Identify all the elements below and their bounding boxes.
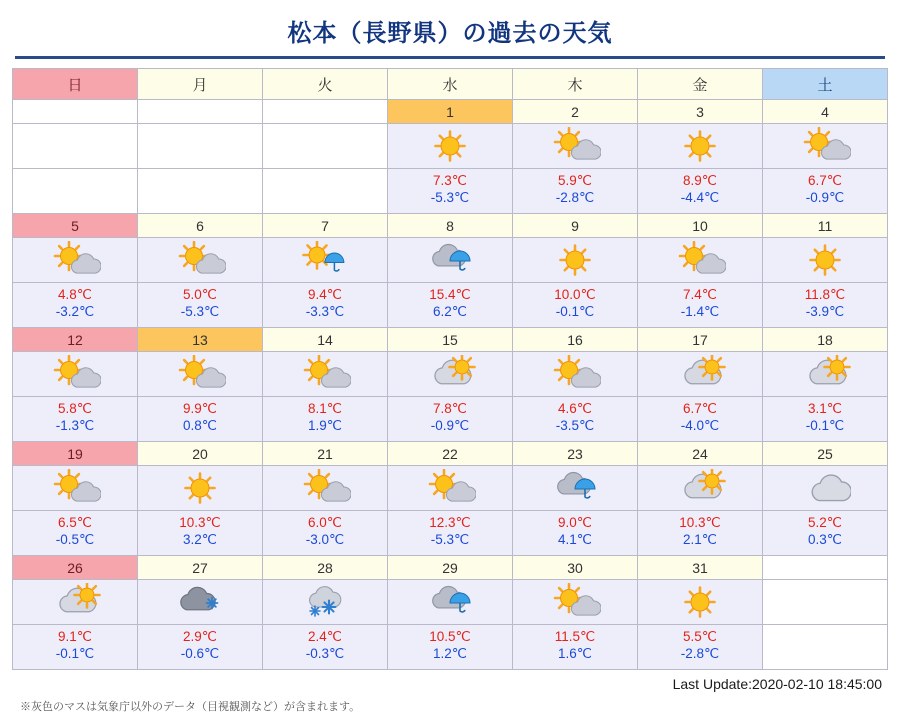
empty-day-cell <box>138 100 263 124</box>
weekday-header-6: 土 <box>763 69 888 100</box>
weather-icon-cloudy-sunny <box>674 355 726 393</box>
day-temps-4 <box>763 169 888 214</box>
day-cell-31[interactable]: 31 <box>638 556 763 580</box>
day-weather-23 <box>513 466 638 511</box>
day-cell-30[interactable]: 30 <box>513 556 638 580</box>
weekday-header-2: 火 <box>263 69 388 100</box>
weather-icon-sunny-cloudy <box>549 583 601 621</box>
empty-icon-cell <box>263 124 388 169</box>
day-cell-4[interactable]: 4 <box>763 100 888 124</box>
day-weather-21 <box>263 466 388 511</box>
max-temp: 5.8℃ <box>58 401 92 417</box>
day-cell-3[interactable]: 3 <box>638 100 763 124</box>
weather-icon-row <box>13 352 888 397</box>
weekday-header-1: 月 <box>138 69 263 100</box>
min-temp: -0.1℃ <box>805 418 845 433</box>
min-temp: -0.1℃ <box>55 646 95 661</box>
min-temp: -4.0℃ <box>680 418 720 433</box>
empty-day-cell <box>13 100 138 124</box>
temperature-row <box>13 511 888 556</box>
day-number-row <box>13 214 888 238</box>
max-temp: 6.0℃ <box>308 515 342 531</box>
day-cell-21[interactable]: 21 <box>263 442 388 466</box>
day-weather-26 <box>13 580 138 625</box>
day-temps-31 <box>638 625 763 670</box>
day-cell-11[interactable]: 11 <box>763 214 888 238</box>
weather-icon-sunny-cloudy <box>299 355 351 393</box>
day-temps-22 <box>388 511 513 556</box>
min-temp: 4.1℃ <box>558 532 592 547</box>
weather-icon-sunny-cloudy <box>174 241 226 279</box>
empty-icon-cell <box>138 124 263 169</box>
day-weather-15 <box>388 352 513 397</box>
weekday-header-5: 金 <box>638 69 763 100</box>
day-temps-13 <box>138 397 263 442</box>
day-weather-31 <box>638 580 763 625</box>
day-cell-26[interactable]: 26 <box>13 556 138 580</box>
min-temp: 1.2℃ <box>433 646 467 661</box>
empty-day-cell <box>763 556 888 580</box>
day-temps-21 <box>263 511 388 556</box>
weather-icon-row <box>13 466 888 511</box>
day-weather-7 <box>263 238 388 283</box>
day-weather-16 <box>513 352 638 397</box>
min-temp: -1.3℃ <box>55 418 95 433</box>
day-cell-25[interactable]: 25 <box>763 442 888 466</box>
day-temps-11 <box>763 283 888 328</box>
day-cell-1[interactable]: 1 <box>388 100 513 124</box>
max-temp: 6.7℃ <box>808 173 842 189</box>
day-cell-9[interactable]: 9 <box>513 214 638 238</box>
weekday-header-0: 日 <box>13 69 138 100</box>
max-temp: 15.4℃ <box>429 287 471 303</box>
day-cell-18[interactable]: 18 <box>763 328 888 352</box>
footnote: ※灰色のマスは気象庁以外のデータ（目視観測など）が含まれます。 <box>20 701 361 713</box>
empty-temp-cell <box>138 169 263 214</box>
weather-icon-cloudy-snow <box>174 583 226 621</box>
day-weather-14 <box>263 352 388 397</box>
day-weather-24 <box>638 466 763 511</box>
day-weather-2 <box>513 124 638 169</box>
max-temp: 10.3℃ <box>679 515 721 531</box>
day-cell-2[interactable]: 2 <box>513 100 638 124</box>
page-header <box>15 0 885 59</box>
day-temps-10 <box>638 283 763 328</box>
day-weather-1 <box>388 124 513 169</box>
min-temp: -2.8℃ <box>680 646 720 661</box>
weather-icon-sunny <box>799 241 851 279</box>
max-temp: 5.0℃ <box>183 287 217 303</box>
min-temp: -3.5℃ <box>555 418 595 433</box>
weather-icon-rain-cloudy <box>424 583 476 621</box>
min-temp: -5.3℃ <box>180 304 220 319</box>
day-temps-20 <box>138 511 263 556</box>
day-cell-5[interactable]: 5 <box>13 214 138 238</box>
day-temps-23 <box>513 511 638 556</box>
weekday-header-3: 水 <box>388 69 513 100</box>
day-temps-18 <box>763 397 888 442</box>
day-weather-28 <box>263 580 388 625</box>
day-temps-2 <box>513 169 638 214</box>
max-temp: 5.9℃ <box>558 173 592 189</box>
calendar-table <box>12 68 888 670</box>
day-cell-28[interactable]: 28 <box>263 556 388 580</box>
weather-icon-sunny-cloudy <box>799 127 851 165</box>
temperature-row <box>13 169 888 214</box>
day-temps-15 <box>388 397 513 442</box>
day-cell-29[interactable]: 29 <box>388 556 513 580</box>
min-temp: 1.6℃ <box>558 646 592 661</box>
day-temps-8 <box>388 283 513 328</box>
day-temps-3 <box>638 169 763 214</box>
day-temps-28 <box>263 625 388 670</box>
day-cell-17[interactable]: 17 <box>638 328 763 352</box>
day-weather-8 <box>388 238 513 283</box>
day-cell-8[interactable]: 8 <box>388 214 513 238</box>
empty-temp-cell <box>263 169 388 214</box>
day-cell-23[interactable]: 23 <box>513 442 638 466</box>
max-temp: 9.1℃ <box>58 629 92 645</box>
day-number-row <box>13 442 888 466</box>
day-temps-27 <box>138 625 263 670</box>
max-temp: 9.4℃ <box>308 287 342 303</box>
max-temp: 10.3℃ <box>179 515 221 531</box>
max-temp: 2.9℃ <box>183 629 217 645</box>
day-temps-9 <box>513 283 638 328</box>
page-title: 松本（長野県）の過去の天気 <box>287 20 613 47</box>
day-weather-27 <box>138 580 263 625</box>
day-temps-16 <box>513 397 638 442</box>
min-temp: -3.2℃ <box>55 304 95 319</box>
min-temp: 6.2℃ <box>433 304 467 319</box>
day-temps-7 <box>263 283 388 328</box>
day-weather-17 <box>638 352 763 397</box>
max-temp: 7.3℃ <box>433 173 467 189</box>
day-cell-20[interactable]: 20 <box>138 442 263 466</box>
day-number-row <box>13 556 888 580</box>
day-cell-16[interactable]: 16 <box>513 328 638 352</box>
empty-icon-cell <box>763 580 888 625</box>
weather-icon-sunny-cloudy <box>299 469 351 507</box>
temperature-row <box>13 283 888 328</box>
min-temp: -3.3℃ <box>305 304 345 319</box>
max-temp: 3.1℃ <box>808 401 842 417</box>
empty-icon-cell <box>13 124 138 169</box>
weather-icon-sunny-cloudy <box>424 469 476 507</box>
day-temps-25 <box>763 511 888 556</box>
day-temps-24 <box>638 511 763 556</box>
empty-day-cell <box>263 100 388 124</box>
min-temp: 2.1℃ <box>683 532 717 547</box>
weather-icon-sunny-cloudy <box>49 241 101 279</box>
day-temps-19 <box>13 511 138 556</box>
weather-icon-sunny-cloudy <box>549 355 601 393</box>
max-temp: 10.0℃ <box>554 287 596 303</box>
max-temp: 7.4℃ <box>683 287 717 303</box>
max-temp: 8.9℃ <box>683 173 717 189</box>
day-cell-24[interactable]: 24 <box>638 442 763 466</box>
min-temp: -0.5℃ <box>55 532 95 547</box>
max-temp: 11.5℃ <box>554 629 596 645</box>
min-temp: -0.9℃ <box>430 418 470 433</box>
weekday-header-4: 木 <box>513 69 638 100</box>
day-temps-17 <box>638 397 763 442</box>
max-temp: 11.8℃ <box>804 287 846 303</box>
day-temps-5 <box>13 283 138 328</box>
day-temps-29 <box>388 625 513 670</box>
min-temp: -0.9℃ <box>805 190 845 205</box>
weather-icon-sunny <box>674 127 726 165</box>
day-cell-13[interactable]: 13 <box>138 328 263 352</box>
day-cell-15[interactable]: 15 <box>388 328 513 352</box>
weather-icon-sunny-rain <box>299 241 351 279</box>
max-temp: 2.4℃ <box>308 629 342 645</box>
min-temp: -5.3℃ <box>430 532 470 547</box>
weather-icon-rain <box>424 241 476 279</box>
day-temps-14 <box>263 397 388 442</box>
min-temp: -0.6℃ <box>180 646 220 661</box>
max-temp: 7.8℃ <box>433 401 467 417</box>
max-temp: 9.0℃ <box>558 515 592 531</box>
day-weather-19 <box>13 466 138 511</box>
weather-icon-cloudy <box>799 469 851 507</box>
weather-icon-sunny <box>549 241 601 279</box>
max-temp: 10.5℃ <box>429 629 471 645</box>
max-temp: 5.5℃ <box>683 629 717 645</box>
weather-icon-cloudy-sunny <box>799 355 851 393</box>
day-weather-12 <box>13 352 138 397</box>
day-weather-18 <box>763 352 888 397</box>
day-weather-4 <box>763 124 888 169</box>
max-temp: 5.2℃ <box>808 515 842 531</box>
weekday-header-row <box>13 69 888 100</box>
day-cell-10[interactable]: 10 <box>638 214 763 238</box>
weather-icon-sunny-cloudy <box>49 355 101 393</box>
weather-icon-rain <box>549 469 601 507</box>
max-temp: 9.9℃ <box>183 401 217 417</box>
weather-icon-cloudy-sunny <box>49 583 101 621</box>
weather-icon-sunny-cloudy <box>49 469 101 507</box>
day-cell-6[interactable]: 6 <box>138 214 263 238</box>
weather-icon-sunny <box>424 127 476 165</box>
weather-icon-sunny-cloudy <box>674 241 726 279</box>
max-temp: 6.7℃ <box>683 401 717 417</box>
day-cell-27[interactable]: 27 <box>138 556 263 580</box>
min-temp: -4.4℃ <box>680 190 720 205</box>
day-weather-11 <box>763 238 888 283</box>
min-temp: 3.2℃ <box>183 532 217 547</box>
max-temp: 12.3℃ <box>429 515 471 531</box>
min-temp: -5.3℃ <box>430 190 470 205</box>
temperature-row <box>13 397 888 442</box>
day-cell-12[interactable]: 12 <box>13 328 138 352</box>
day-cell-14[interactable]: 14 <box>263 328 388 352</box>
day-weather-22 <box>388 466 513 511</box>
day-cell-19[interactable]: 19 <box>13 442 138 466</box>
min-temp: 0.3℃ <box>808 532 842 547</box>
weather-icon-sunny <box>674 583 726 621</box>
day-temps-12 <box>13 397 138 442</box>
day-number-row <box>13 328 888 352</box>
weather-icon-row <box>13 124 888 169</box>
day-weather-6 <box>138 238 263 283</box>
day-temps-6 <box>138 283 263 328</box>
last-update: Last Update:2020-02-10 18:45:00 <box>672 676 882 692</box>
max-temp: 6.5℃ <box>58 515 92 531</box>
weather-icon-sunny-cloudy <box>549 127 601 165</box>
day-weather-9 <box>513 238 638 283</box>
day-cell-22[interactable]: 22 <box>388 442 513 466</box>
weather-icon-snow <box>299 583 351 621</box>
day-weather-3 <box>638 124 763 169</box>
weather-icon-cloudy-sunny <box>424 355 476 393</box>
day-weather-30 <box>513 580 638 625</box>
day-temps-26 <box>13 625 138 670</box>
min-temp: -3.9℃ <box>805 304 845 319</box>
day-weather-29 <box>388 580 513 625</box>
min-temp: 1.9℃ <box>308 418 342 433</box>
temperature-row <box>13 625 888 670</box>
empty-temp-cell <box>763 625 888 670</box>
min-temp: -3.0℃ <box>305 532 345 547</box>
min-temp: -0.1℃ <box>555 304 595 319</box>
weather-icon-cloudy-sunny <box>674 469 726 507</box>
day-weather-10 <box>638 238 763 283</box>
min-temp: 0.8℃ <box>183 418 217 433</box>
day-weather-25 <box>763 466 888 511</box>
max-temp: 4.6℃ <box>558 401 592 417</box>
day-number-row <box>13 100 888 124</box>
day-weather-5 <box>13 238 138 283</box>
day-cell-7[interactable]: 7 <box>263 214 388 238</box>
day-temps-30 <box>513 625 638 670</box>
day-weather-13 <box>138 352 263 397</box>
day-weather-20 <box>138 466 263 511</box>
max-temp: 8.1℃ <box>308 401 342 417</box>
max-temp: 4.8℃ <box>58 287 92 303</box>
weather-icon-row <box>13 238 888 283</box>
min-temp: -1.4℃ <box>680 304 720 319</box>
weather-icon-sunny <box>174 469 226 507</box>
min-temp: -2.8℃ <box>555 190 595 205</box>
min-temp: -0.3℃ <box>305 646 345 661</box>
day-temps-1 <box>388 169 513 214</box>
weather-icon-sunny-cloudy <box>174 355 226 393</box>
weather-icon-row <box>13 580 888 625</box>
empty-temp-cell <box>13 169 138 214</box>
